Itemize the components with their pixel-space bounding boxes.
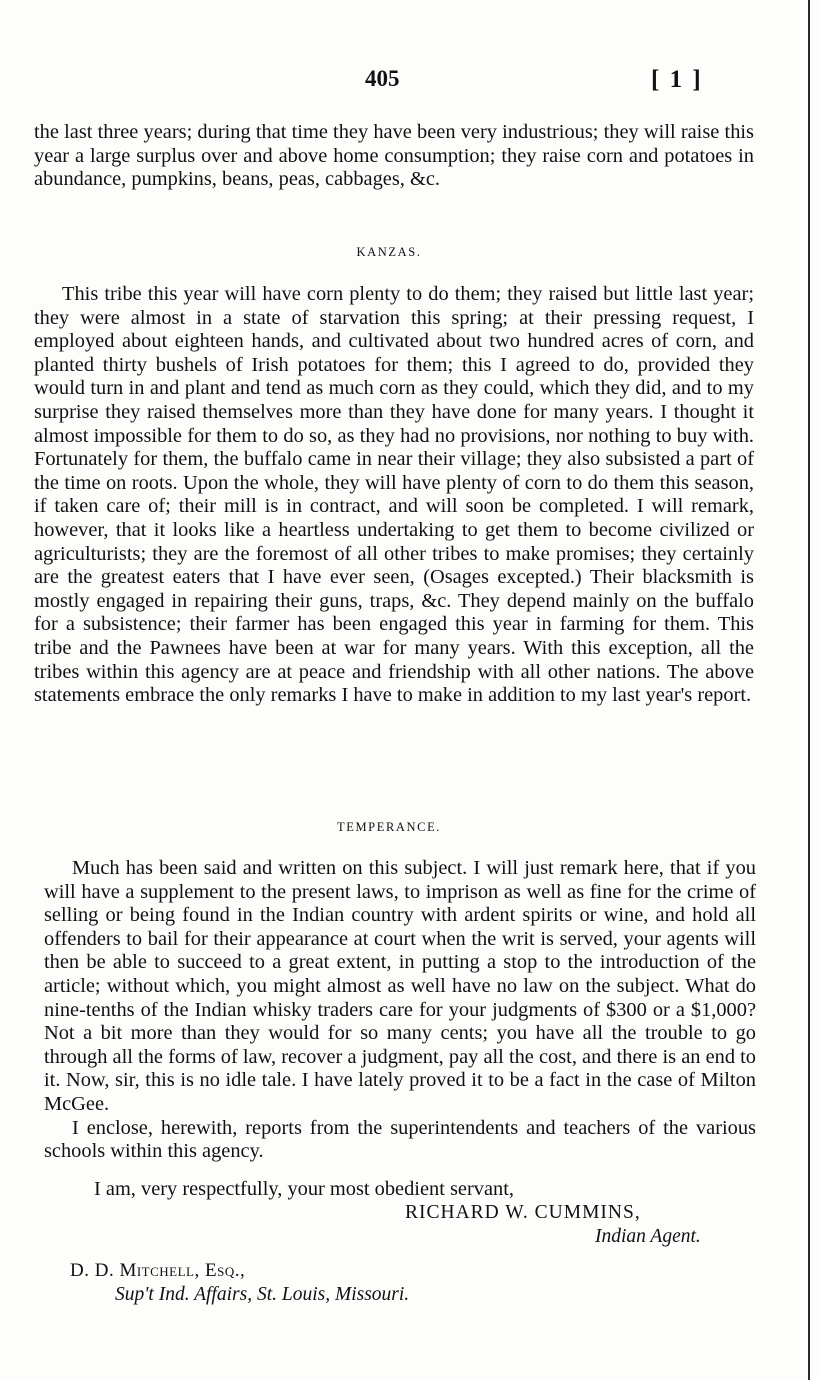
paragraph-3-text: Much has been said and written on this subject. I will just remark here, that if you will have a supplement to the present laws, to imprison as well as fine for the crime of selling or being found in the Indian country with ardent spirits or wine, and hold all offenders to bail for their appearance at court when the writ is served, your agents will then be able to succeed to a great extent, in putting a stop to the introduction of the article; without which, you might almost as well have no law on the subject. What do nine-tenths of the Indian whisky traders care for your judgments of $300 or a $1,000? Not a bit more than they would for so many cents; you have all the trouble to go through all the forms of law, recover a judgment, pay all the cost, and there is an end to it. Now, sir, this is no idle tale. I have lately proved it to be a fact in the case of Milton McGee. bbox=[44, 857, 756, 1115]
paragraph-4-text: I enclose, herewith, reports from the superintendents and teachers of the various schools within this agency. bbox=[44, 1116, 756, 1163]
addressee-name bbox=[70, 1260, 245, 1282]
signer-name: RICHARD W. CUMMINS, bbox=[405, 1202, 641, 1223]
paragraph-1 bbox=[34, 121, 754, 192]
page-header bbox=[0, 66, 818, 100]
valediction: I am, very respectfully, your most obedient servant, bbox=[94, 1178, 514, 1200]
signer-title: Indian Agent. bbox=[595, 1226, 701, 1247]
document-number: [ 1 ] bbox=[651, 66, 703, 93]
paragraph-1-text: the last three years; during that time they have been very industrious; they will raise this year a large surplus over and above home consumption; they raise corn and potatoes in abundance, pumpkins, beans, peas, cabbages, &c. bbox=[34, 121, 754, 191]
paragraph-2 bbox=[34, 283, 754, 708]
section-heading-temperance: TEMPERANCE. bbox=[336, 820, 442, 834]
paragraph-3 bbox=[44, 857, 756, 1164]
addressee-name-text: D. D. Mitchell, Esq., bbox=[70, 1260, 246, 1281]
addressee-title: Sup't Ind. Affairs, St. Louis, Missouri. bbox=[115, 1284, 410, 1305]
page-edge bbox=[808, 0, 810, 1380]
section-heading-kanzas: KANZAS. bbox=[356, 245, 422, 259]
paragraph-2-text: This tribe this year will have corn plenty to do them; they raised but little last year; they were almost in a state of starvation this spring; at their pressing request, I employed about eighteen hands, and cultivated about two hundred acres of corn, and planted thirty bushels of Irish potatoes for them; this I agreed to do, provided they would turn in and plant and tend as much corn as they could, which they did, and to my surprise they raised themselves more than they have done for many years. I thought it almost impossible for them to do so, as they had no provisions, nor nothing to buy with. Fortunately for them, the buffalo came in near their village; they also subsisted a part of the time on roots. Upon the whole, they will have plenty of corn to do them this season, if taken care of; their mill is in contract, and will soon be completed. I will remark, however, that it looks like a heartless undertaking to get them to become civilized or agriculturists; they are the foremost of all other tribes to make promises; they certainly are the greatest eaters that I have ever seen, (Osages excepted.) Their blacksmith is mostly engaged in repairing their guns, traps, &c. They depend mainly on the buffalo for a subsistence; their farmer has been engaged this year in farming for them. This tribe and the Pawnees have been at war for many years. With this exception, all the tribes within this agency are at peace and friendship with all other nations. The above statements embrace the only remarks I have to make in addition to my last year's report. bbox=[34, 283, 754, 707]
page-number: 405 bbox=[365, 66, 400, 91]
